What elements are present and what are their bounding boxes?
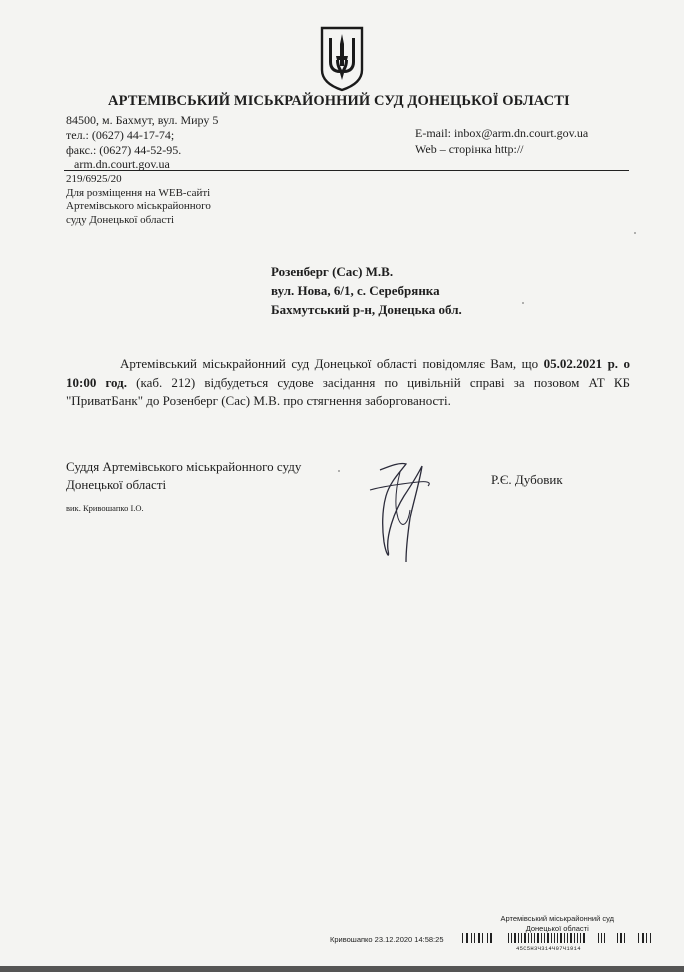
recipient-name: Розенберг (Сас) М.В. [271,264,394,279]
scan-bottom-edge [0,966,684,972]
recipient-street: вул. Нова, 6/1, с. Серебрянка [271,283,440,298]
court-site: arm.dn.court.gov.ua [74,157,170,171]
registration-stamp [501,914,615,934]
scan-speck [338,470,340,472]
judge-title [66,458,301,494]
judge-title-line: Донецької області [66,477,167,492]
notice-body [66,355,630,411]
court-phone: тел.: (0627) 44-17-74; [66,128,175,142]
header-divider [64,170,629,171]
barcode-icon [462,933,657,943]
judge-title-line: Суддя Артемівського міськрайонного суду [66,459,302,474]
registration-line: Кривошапко 23.12.2020 14:58:25 [330,935,444,944]
executor-note: вик. Кривошапко І.О. [66,503,144,513]
court-name-heading: АРТЕМІВСЬКИЙ МІСЬКРАЙОННИЙ СУД ДОНЕЦЬКОЇ ОБЛАСТІ [108,93,570,109]
hearing-date: 05.02.2021 р. [543,356,619,371]
body-text-part: Артемівський міськрайонний суд Донецької області повідомляє Вам, що [120,356,544,371]
barcode-number: 45С5Н3Ч314Ч07Ч1914 [516,945,581,952]
recipient-region: Бахмутський р-н, Донецька обл. [271,302,462,317]
stamp-line: Артемівський міськрайонний суд [500,914,614,923]
court-fax: факс.: (0627) 44-52-95. [66,143,182,157]
recipient-block [271,262,462,319]
body-text-part: (каб. 212) відбудеться судове засідання по цивільній справі за позовом АТ КБ "ПриватБанк" до Розенберг (Сас) М.В. про стягнення заборгованості. [66,374,630,408]
judge-name: Р.Є. Дубовик [491,472,563,487]
scan-speck [634,232,636,234]
web-note-line: суду Донецької області [66,213,175,226]
case-meta-block [66,173,211,227]
trident-emblem-icon [318,26,366,92]
scan-speck [522,302,524,304]
stamp-line: Донецької області [525,924,589,933]
court-web: Web – сторінка http:// [415,142,524,156]
web-note-line: Артемівського міськрайонного [66,200,211,212]
hearing-time: о 10:00 год. [66,356,631,390]
web-note-line: Для розміщення на WEB-сайті [66,186,211,199]
court-email: E-mail: inbox@arm.dn.court.gov.ua [415,126,589,140]
handwritten-signature [360,452,440,567]
court-address: 84500, м. Бахмут, вул. Миру 5 [66,113,219,127]
case-number: 219/6925/20 [66,173,122,185]
